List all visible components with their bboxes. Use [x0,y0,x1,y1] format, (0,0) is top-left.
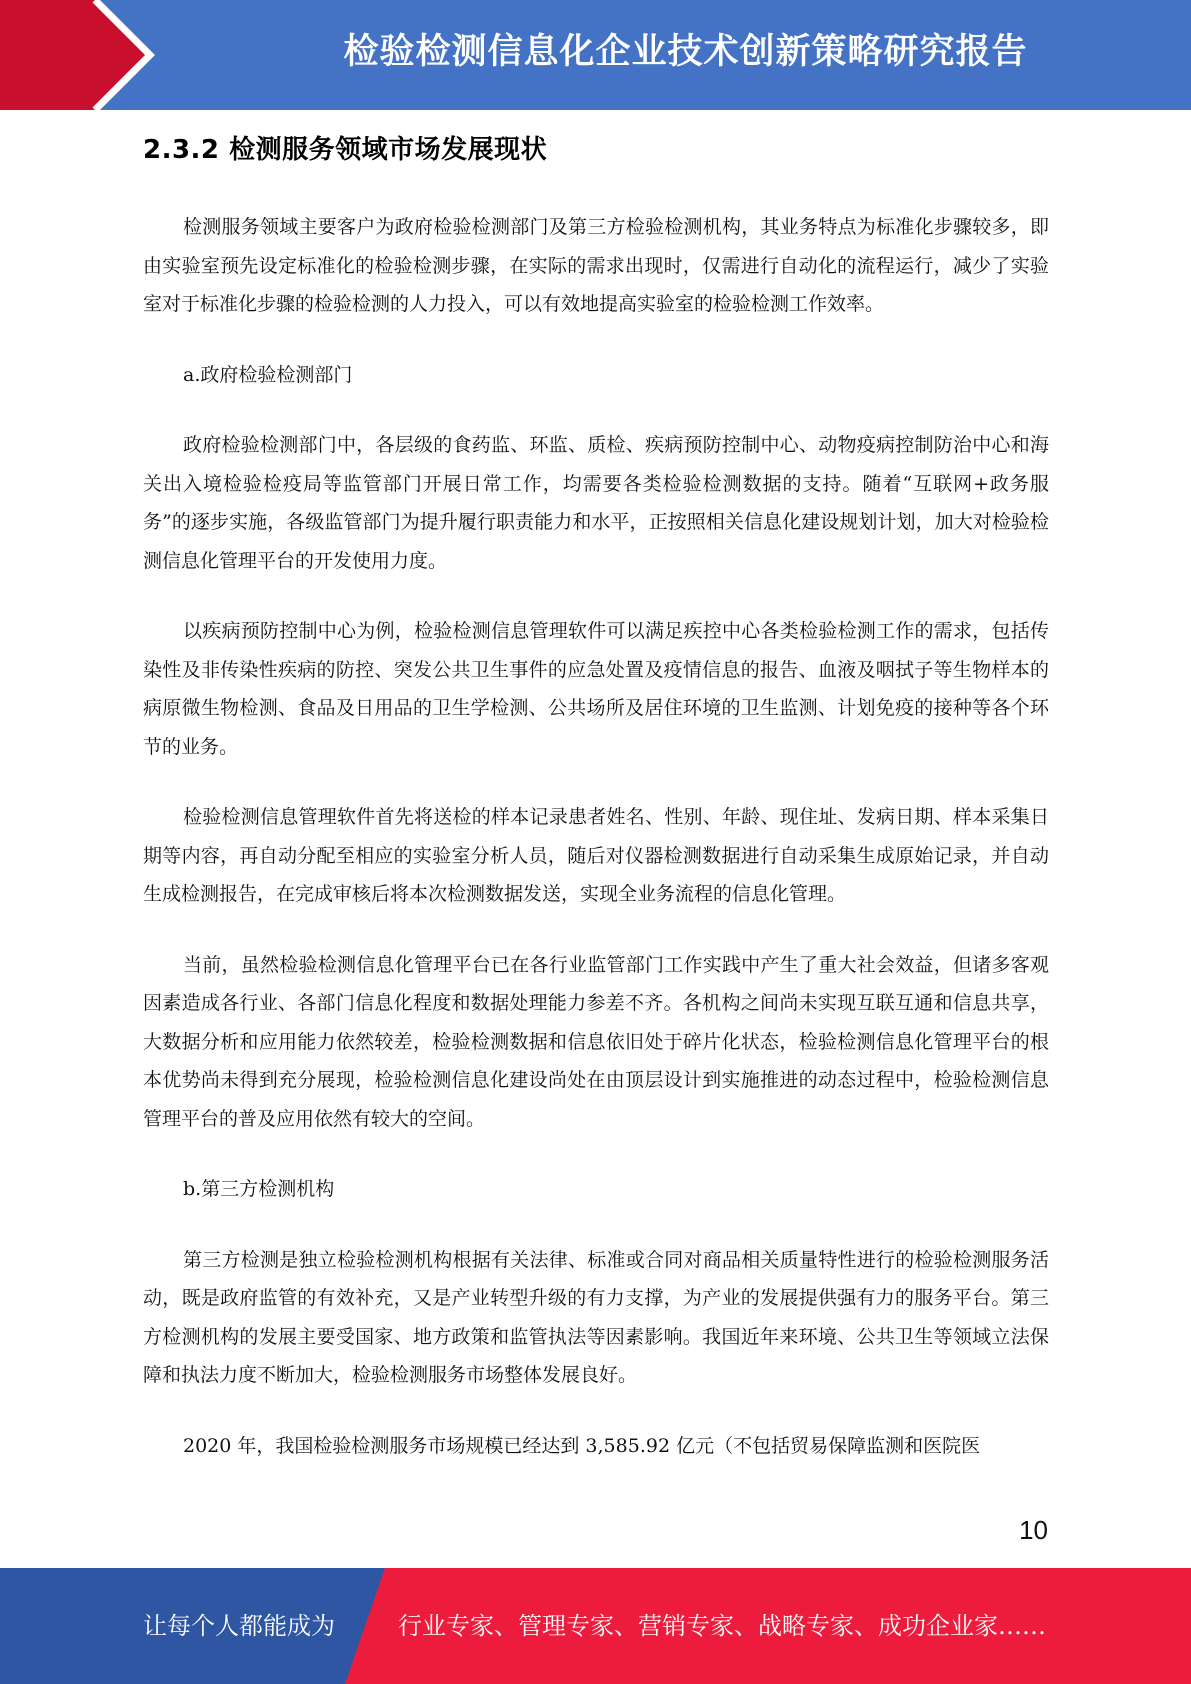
subheading-government: a.政府检验检测部门 [183,363,353,386]
paragraph-market-size: 2020 年，我国检验检测服务市场规模已经达到 3,585.92 亿元（不包括贸易保障监测和医院医 [183,1434,981,1457]
page-header [0,0,1191,110]
paragraph-cdc-example: 以疾病预防控制中心为例，检验检测信息管理软件可以满足疾控中心各类检验检测工作的需求，包括传染性及非传染性疾病的防控、突发公共卫生事件的应急处置及疫情信息的报告、血液及咽拭子等生物样本的病原微生物检测、食品及日用品的卫生学检测、公共场所及居住环境的卫生监测、计划免疫的接种等各个环节的业务。 [143,620,1049,758]
page-number: 10 [1019,1515,1048,1545]
header-red-chevron [0,0,150,110]
paragraph-government: 政府检验检测部门中，各层级的食药监、环监、质检、疾病预防控制中心、动物疫病控制防治中心和海关出入境检验检疫局等监管部门开展日常工作，均需要各类检验检测数据的支持。随着“互联网+政务服务”的逐步实施，各级监管部门为提升履行职责能力和水平，正按照相关信息化建设规划计划，加大对检验检测信息化管理平台的开发使用力度。 [143,434,1049,572]
footer-slogan-right: 行业专家、管理专家、营销专家、战略专家、成功企业家…… [398,1612,1046,1640]
footer-slogan-left: 让每个人都能成为 [143,1612,335,1640]
report-title: 检验检测信息化企业技术创新策略研究报告 [343,32,1028,72]
page-footer [0,1568,1191,1684]
paragraph-intro: 检测服务领域主要客户为政府检验检测部门及第三方检验检测机构，其业务特点为标准化步骤较多，即由实验室预先设定标准化的检验检测步骤，在实际的需求出现时，仅需进行自动化的流程运行，减少了实验室对于标准化步骤的检验检测的人力投入，可以有效地提高实验室的检验检测工作效率。 [143,216,1049,315]
paragraph-current-status: 当前，虽然检验检测信息化管理平台已在各行业监管部门工作实践中产生了重大社会效益，但诸多客观因素造成各行业、各部门信息化程度和数据处理能力参差不齐。各机构之间尚未实现互联互通和信息共享，大数据分析和应用能力依然较差，检验检测数据和信息依旧处于碎片化状态，检验检测信息化管理平台的根本优势尚未得到充分展现，检验检测信息化建设尚处在由顶层设计到实施推进的动态过程中，检验检测信息管理平台的普及应用依然有较大的空间。 [143,953,1049,1130]
section-heading: 2.3.2 检测服务领域市场发展现状 [143,135,548,165]
document-body [143,128,1049,1465]
subheading-third-party: b.第三方检测机构 [183,1178,335,1200]
paragraph-software-workflow: 检验检测信息管理软件首先将送检的样本记录患者姓名、性别、年龄、现住址、发病日期、样本采集日期等内容，再自动分配至相应的实验室分析人员，随后对仪器检测数据进行自动采集生成原始记录，并自动生成检测报告，在完成审核后将本次检测数据发送，实现全业务流程的信息化管理。 [143,806,1049,905]
paragraph-third-party: 第三方检测是独立检验检测机构根据有关法律、标准或合同对商品相关质量特性进行的检验检测服务活动，既是政府监管的有效补充，又是产业转型升级的有力支撑，为产业的发展提供强有力的服务平台。第三方检测机构的发展主要受国家、地方政策和监管执法等因素影响。我国近年来环境、公共卫生等领域立法保障和执法力度不断加大，检验检测服务市场整体发展良好。 [143,1248,1049,1386]
